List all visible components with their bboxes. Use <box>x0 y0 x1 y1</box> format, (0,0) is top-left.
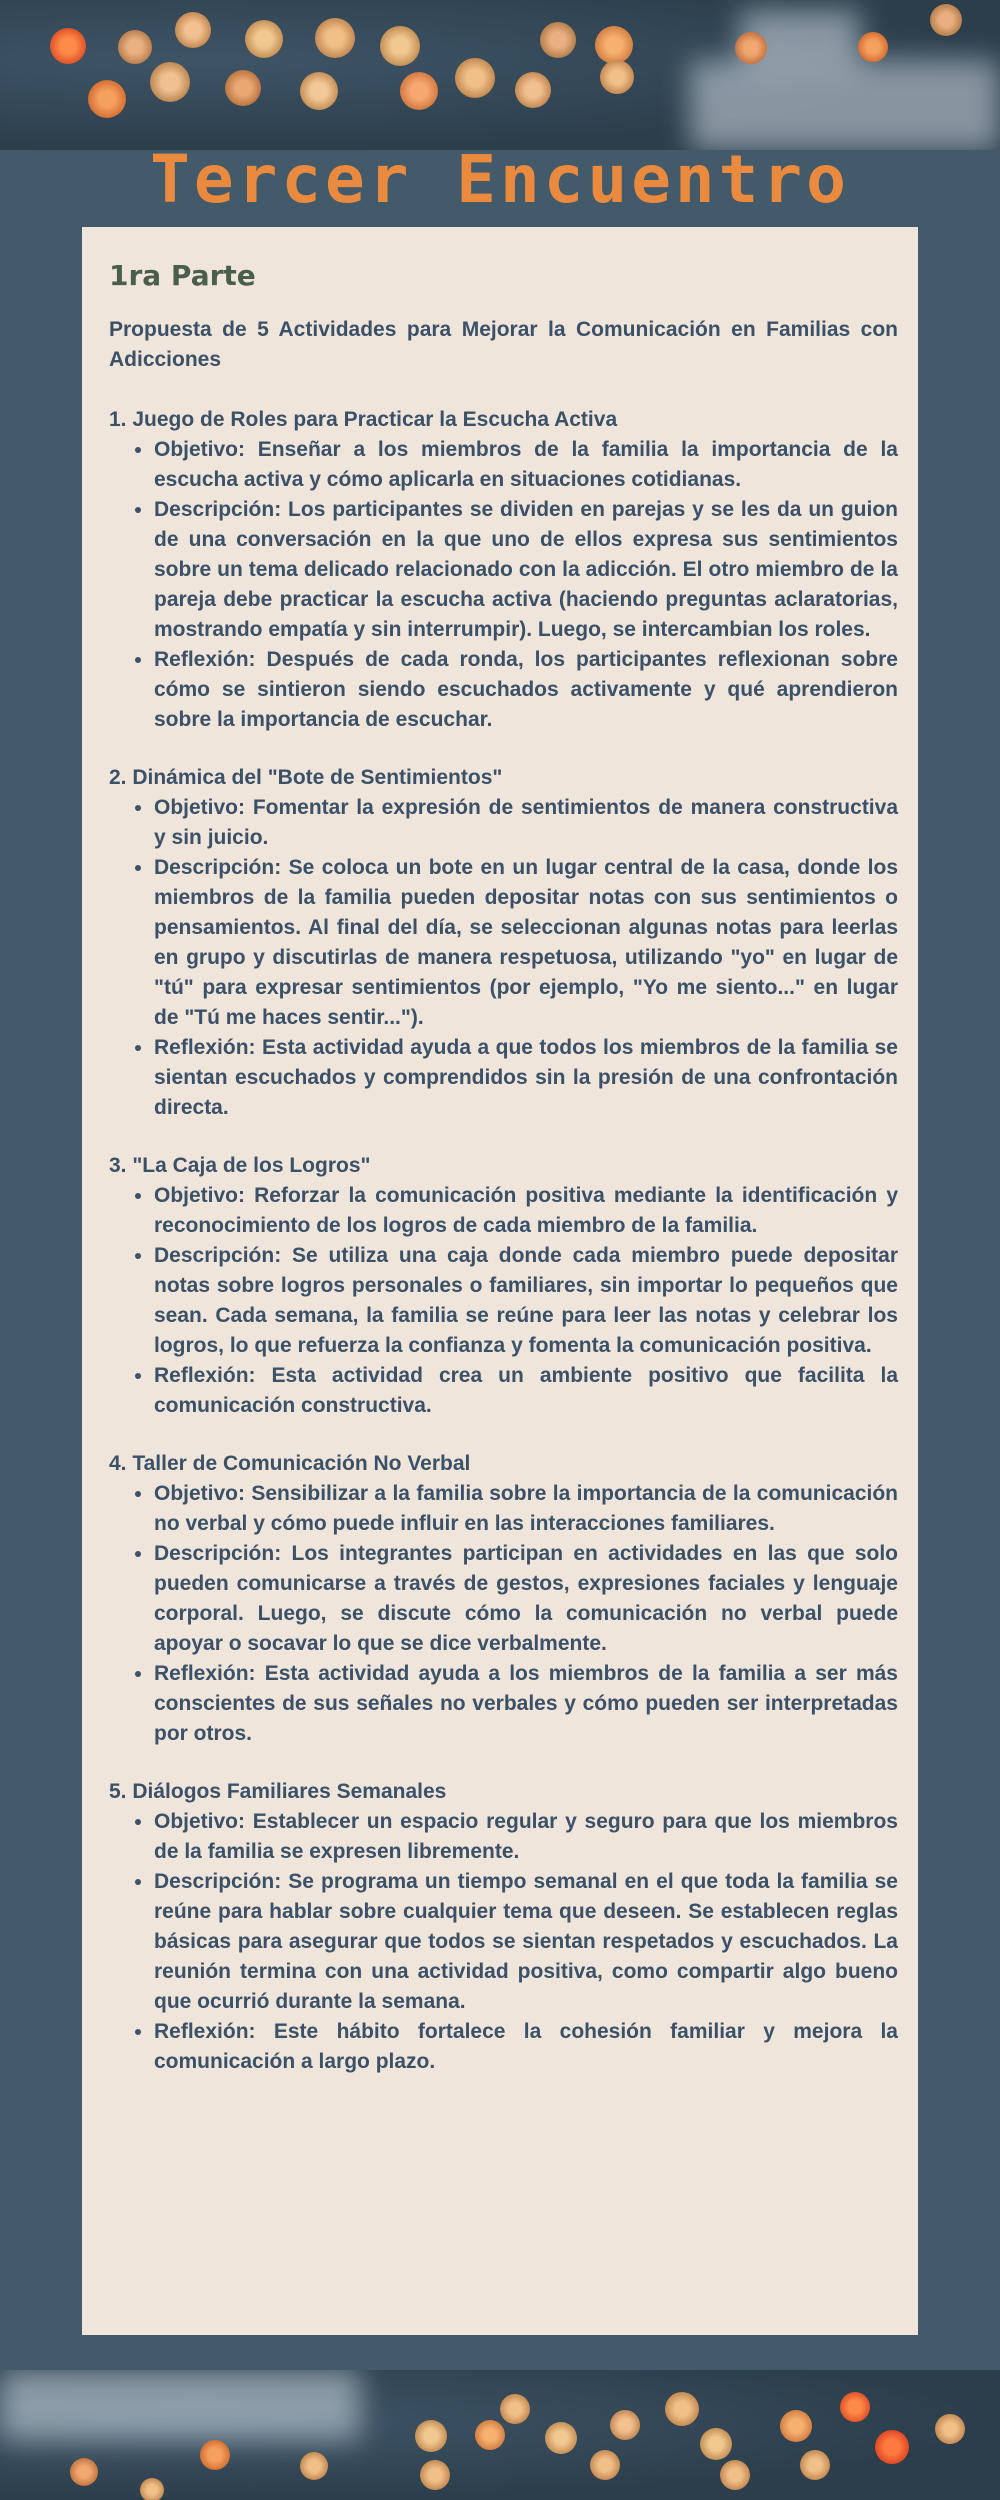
reflexion-item: • Reflexión: Después de cada ronda, los participantes reflexionan sobre cómo se sintieron siendo escuchados activamente y qué aprendieron sobre la importancia de escuchar. <box>154 645 898 735</box>
activity-title: 3. "La Caja de los Logros" <box>109 1154 371 1177</box>
activity-title: 1. Juego de Roles para Practicar la Escucha Activa <box>109 408 618 431</box>
intro-text: Propuesta de 5 Actividades para Mejorar la Comunicación en Familias con Adicciones <box>109 318 898 371</box>
descripcion-item: • Descripción: Se utiliza una caja donde cada miembro puede depositar notas sobre logros personales o familiares, sin importar lo pequeños que sean. Cada semana, la familia se reúne para leer las notas y celebrar los logros, lo que refuerza la confianza y fomenta la comunicación positiva. <box>154 1241 898 1361</box>
activity-details <box>109 435 898 735</box>
objetivo-item: • Objetivo: Establecer un espacio regular y seguro para que los miembros de la familia se expresen libremente. <box>154 1807 898 1867</box>
descripcion-item: • Descripción: Se programa un tiempo semanal en el que toda la familia se reúne para hablar sobre cualquier tema que deseen. Se establecen reglas básicas para asegurar que todos se sientan respetados y escuchados. La reunión termina con una actividad positiva, como compartir algo bueno que ocurrió durante la semana. <box>154 1867 898 2017</box>
activity-5 <box>109 1777 898 2077</box>
activity-1 <box>109 405 898 735</box>
bottom-bokeh-banner <box>0 2370 1000 2500</box>
reflexion-item: • Reflexión: Esta actividad crea un ambiente positivo que facilita la comunicación constructiva. <box>154 1361 898 1421</box>
page-title: Tercer Encuentro <box>150 141 850 218</box>
objetivo-item: • Objetivo: Sensibilizar a la familia sobre la importancia de la comunicación no verbal y cómo puede influir en las interacciones familiares. <box>154 1479 898 1539</box>
objetivo-item: • Objetivo: Enseñar a los miembros de la familia la importancia de la escucha activa y cómo aplicarla en situaciones cotidianas. <box>154 435 898 495</box>
activity-2 <box>109 763 898 1123</box>
activity-title: 4. Taller de Comunicación No Verbal <box>109 1452 471 1475</box>
section-title: 1ra Parte <box>109 259 256 292</box>
objetivo-item: • Objetivo: Fomentar la expresión de sentimientos de manera constructiva y sin juicio. <box>154 793 898 853</box>
activity-3 <box>109 1151 898 1421</box>
reflexion-item: • Reflexión: Esta actividad ayuda a que todos los miembros de la familia se sientan escuchados y comprendidos sin la presión de una confrontación directa. <box>154 1033 898 1123</box>
reflexion-item: • Reflexión: Esta actividad ayuda a los miembros de la familia a ser más conscientes de sus señales no verbales y cómo pueden ser interpretadas por otros. <box>154 1659 898 1749</box>
activity-details <box>109 1479 898 1749</box>
activity-details <box>109 1807 898 2077</box>
descripcion-item: • Descripción: Los participantes se dividen en parejas y se les da un guion de una conversación en la que uno de ellos expresa sus sentimientos sobre un tema delicado relacionado con la adicción. El otro miembro de la pareja debe practicar la escucha activa (haciendo preguntas aclaratorias, mostrando empatía y sin interrumpir). Luego, se intercambian los roles. <box>154 495 898 645</box>
top-bokeh-banner <box>0 0 1000 150</box>
activity-details <box>109 793 898 1123</box>
activity-title: 2. Dinámica del "Bote de Sentimientos" <box>109 766 503 789</box>
descripcion-item: • Descripción: Los integrantes participan en actividades en las que solo pueden comunicarse a través de gestos, expresiones faciales y lenguaje corporal. Luego, se discute cómo la comunicación no verbal puede apoyar o socavar lo que se dice verbalmente. <box>154 1539 898 1659</box>
activity-title: 5. Diálogos Familiares Semanales <box>109 1780 447 1803</box>
descripcion-item: • Descripción: Se coloca un bote en un lugar central de la casa, donde los miembros de la familia pueden depositar notas con sus sentimientos o pensamientos. Al final del día, se seleccionan algunas notas para leerlas en grupo y discutirlas de manera respetuosa, utilizando "yo" en lugar de "tú" para expresar sentimientos (por ejemplo, "Yo me siento..." en lugar de "Tú me haces sentir..."). <box>154 853 898 1033</box>
reflexion-item: • Reflexión: Este hábito fortalece la cohesión familiar y mejora la comunicación a largo plazo. <box>154 2017 898 2077</box>
objetivo-item: • Objetivo: Reforzar la comunicación positiva mediante la identificación y reconocimiento de los logros de cada miembro de la familia. <box>154 1181 898 1241</box>
content-panel <box>82 227 918 2335</box>
activity-details <box>109 1181 898 1421</box>
activity-4 <box>109 1449 898 1749</box>
